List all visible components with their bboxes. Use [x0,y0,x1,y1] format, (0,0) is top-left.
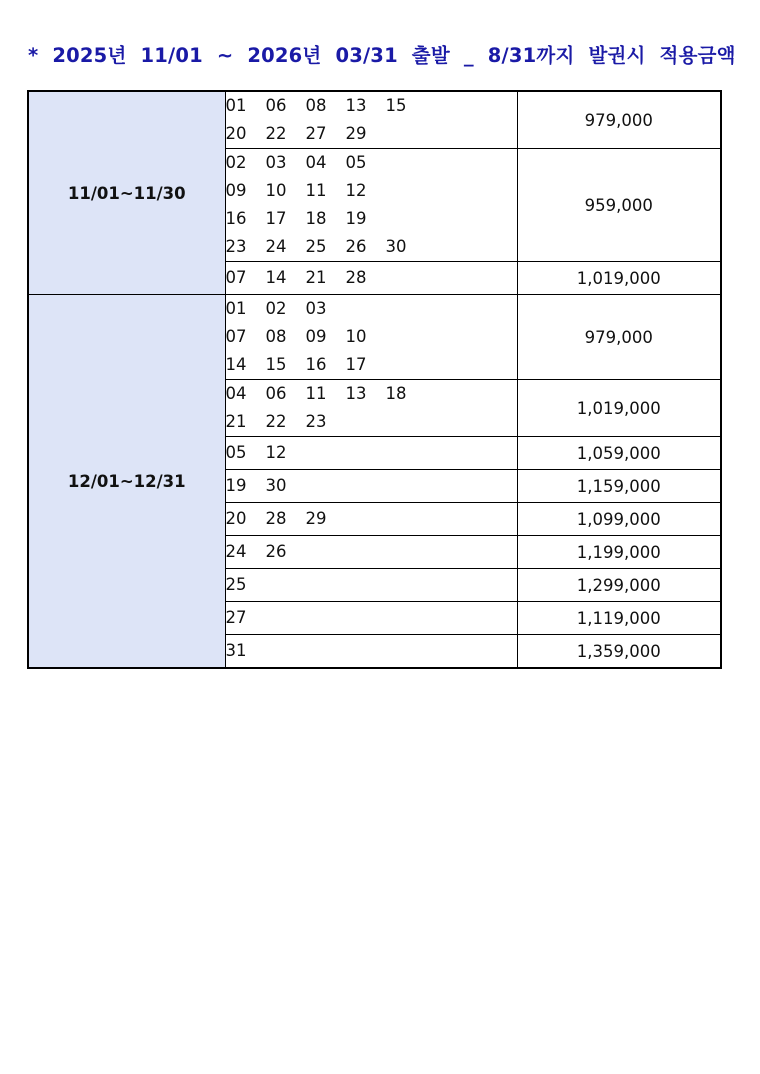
departure-date: 06 [265,384,287,403]
date-line [226,602,517,634]
departure-dates-cell [225,149,517,262]
departure-date: 08 [265,327,287,346]
departure-dates-cell [225,503,517,536]
fare-price: 1,199,000 [517,536,721,569]
date-line [226,92,517,120]
departure-date: 15 [385,96,407,115]
date-line [226,233,517,261]
departure-date: 01 [225,96,247,115]
fare-table-body [28,91,721,668]
departure-date: 19 [345,209,367,228]
departure-date: 11 [305,384,327,403]
departure-dates-cell [225,91,517,149]
date-line [226,323,517,351]
departure-date: 17 [345,355,367,374]
departure-date: 11 [305,181,327,200]
date-line [226,120,517,148]
departure-date: 29 [345,124,367,143]
departure-date: 26 [345,237,367,256]
departure-date: 18 [305,209,327,228]
departure-date: 08 [305,96,327,115]
departure-dates-cell [225,602,517,635]
departure-date: 04 [225,384,247,403]
fare-price: 959,000 [517,149,721,262]
fare-price: 1,159,000 [517,470,721,503]
departure-date: 25 [305,237,327,256]
departure-date: 19 [225,476,247,495]
fare-price: 1,019,000 [517,380,721,437]
fare-price: 1,359,000 [517,635,721,669]
period-label: 12/01~12/31 [28,295,225,669]
date-line [226,503,517,535]
departure-date: 16 [225,209,247,228]
departure-date: 09 [225,181,247,200]
departure-date: 09 [305,327,327,346]
departure-date: 27 [305,124,327,143]
departure-date: 03 [305,299,327,318]
departure-date: 04 [305,153,327,172]
departure-date: 14 [225,355,247,374]
date-line [226,149,517,177]
departure-date: 24 [265,237,287,256]
departure-date: 13 [345,96,367,115]
date-line [226,177,517,205]
departure-date: 25 [225,575,247,594]
departure-date: 31 [225,641,247,660]
page-title: * 2025년 11/01 ~ 2026년 03/31 출발 _ 8/31까지 발권시 적용금액 [28,44,736,67]
departure-date: 17 [265,209,287,228]
departure-date: 05 [345,153,367,172]
date-line [226,569,517,601]
departure-date: 21 [225,412,247,431]
fare-table [27,90,722,669]
departure-date: 21 [305,268,327,287]
departure-date: 02 [265,299,287,318]
date-line [226,295,517,323]
departure-date: 27 [225,608,247,627]
departure-dates-cell [225,470,517,503]
departure-date: 07 [225,268,247,287]
departure-date: 29 [305,509,327,528]
departure-date: 16 [305,355,327,374]
departure-date: 10 [345,327,367,346]
fare-price: 1,299,000 [517,569,721,602]
departure-date: 02 [225,153,247,172]
fare-price: 979,000 [517,295,721,380]
date-line [226,635,517,667]
departure-date: 28 [345,268,367,287]
departure-date: 07 [225,327,247,346]
departure-date: 28 [265,509,287,528]
departure-date: 03 [265,153,287,172]
departure-date: 24 [225,542,247,561]
date-line [226,205,517,233]
departure-dates-cell [225,437,517,470]
departure-date: 13 [345,384,367,403]
table-row [28,91,721,149]
departure-date: 30 [385,237,407,256]
departure-date: 12 [265,443,287,462]
departure-dates-cell [225,569,517,602]
departure-date: 20 [225,509,247,528]
fare-price: 1,019,000 [517,262,721,295]
departure-date: 05 [225,443,247,462]
departure-dates-cell [225,295,517,380]
date-line [226,351,517,379]
fare-price: 1,059,000 [517,437,721,470]
date-line [226,470,517,502]
departure-date: 12 [345,181,367,200]
departure-date: 01 [225,299,247,318]
departure-date: 26 [265,542,287,561]
fare-price: 979,000 [517,91,721,149]
departure-date: 14 [265,268,287,287]
departure-dates-cell [225,536,517,569]
date-line [226,408,517,436]
departure-date: 22 [265,412,287,431]
departure-date: 22 [265,124,287,143]
departure-date: 23 [305,412,327,431]
fare-price: 1,119,000 [517,602,721,635]
period-label: 11/01~11/30 [28,91,225,295]
departure-date: 20 [225,124,247,143]
departure-date: 23 [225,237,247,256]
departure-dates-cell [225,262,517,295]
date-line [226,262,517,294]
departure-date: 15 [265,355,287,374]
departure-date: 30 [265,476,287,495]
departure-date: 06 [265,96,287,115]
date-line [226,536,517,568]
departure-date: 10 [265,181,287,200]
fare-price: 1,099,000 [517,503,721,536]
table-row [28,295,721,380]
date-line [226,437,517,469]
departure-date: 18 [385,384,407,403]
departure-dates-cell [225,635,517,669]
departure-dates-cell [225,380,517,437]
date-line [226,380,517,408]
